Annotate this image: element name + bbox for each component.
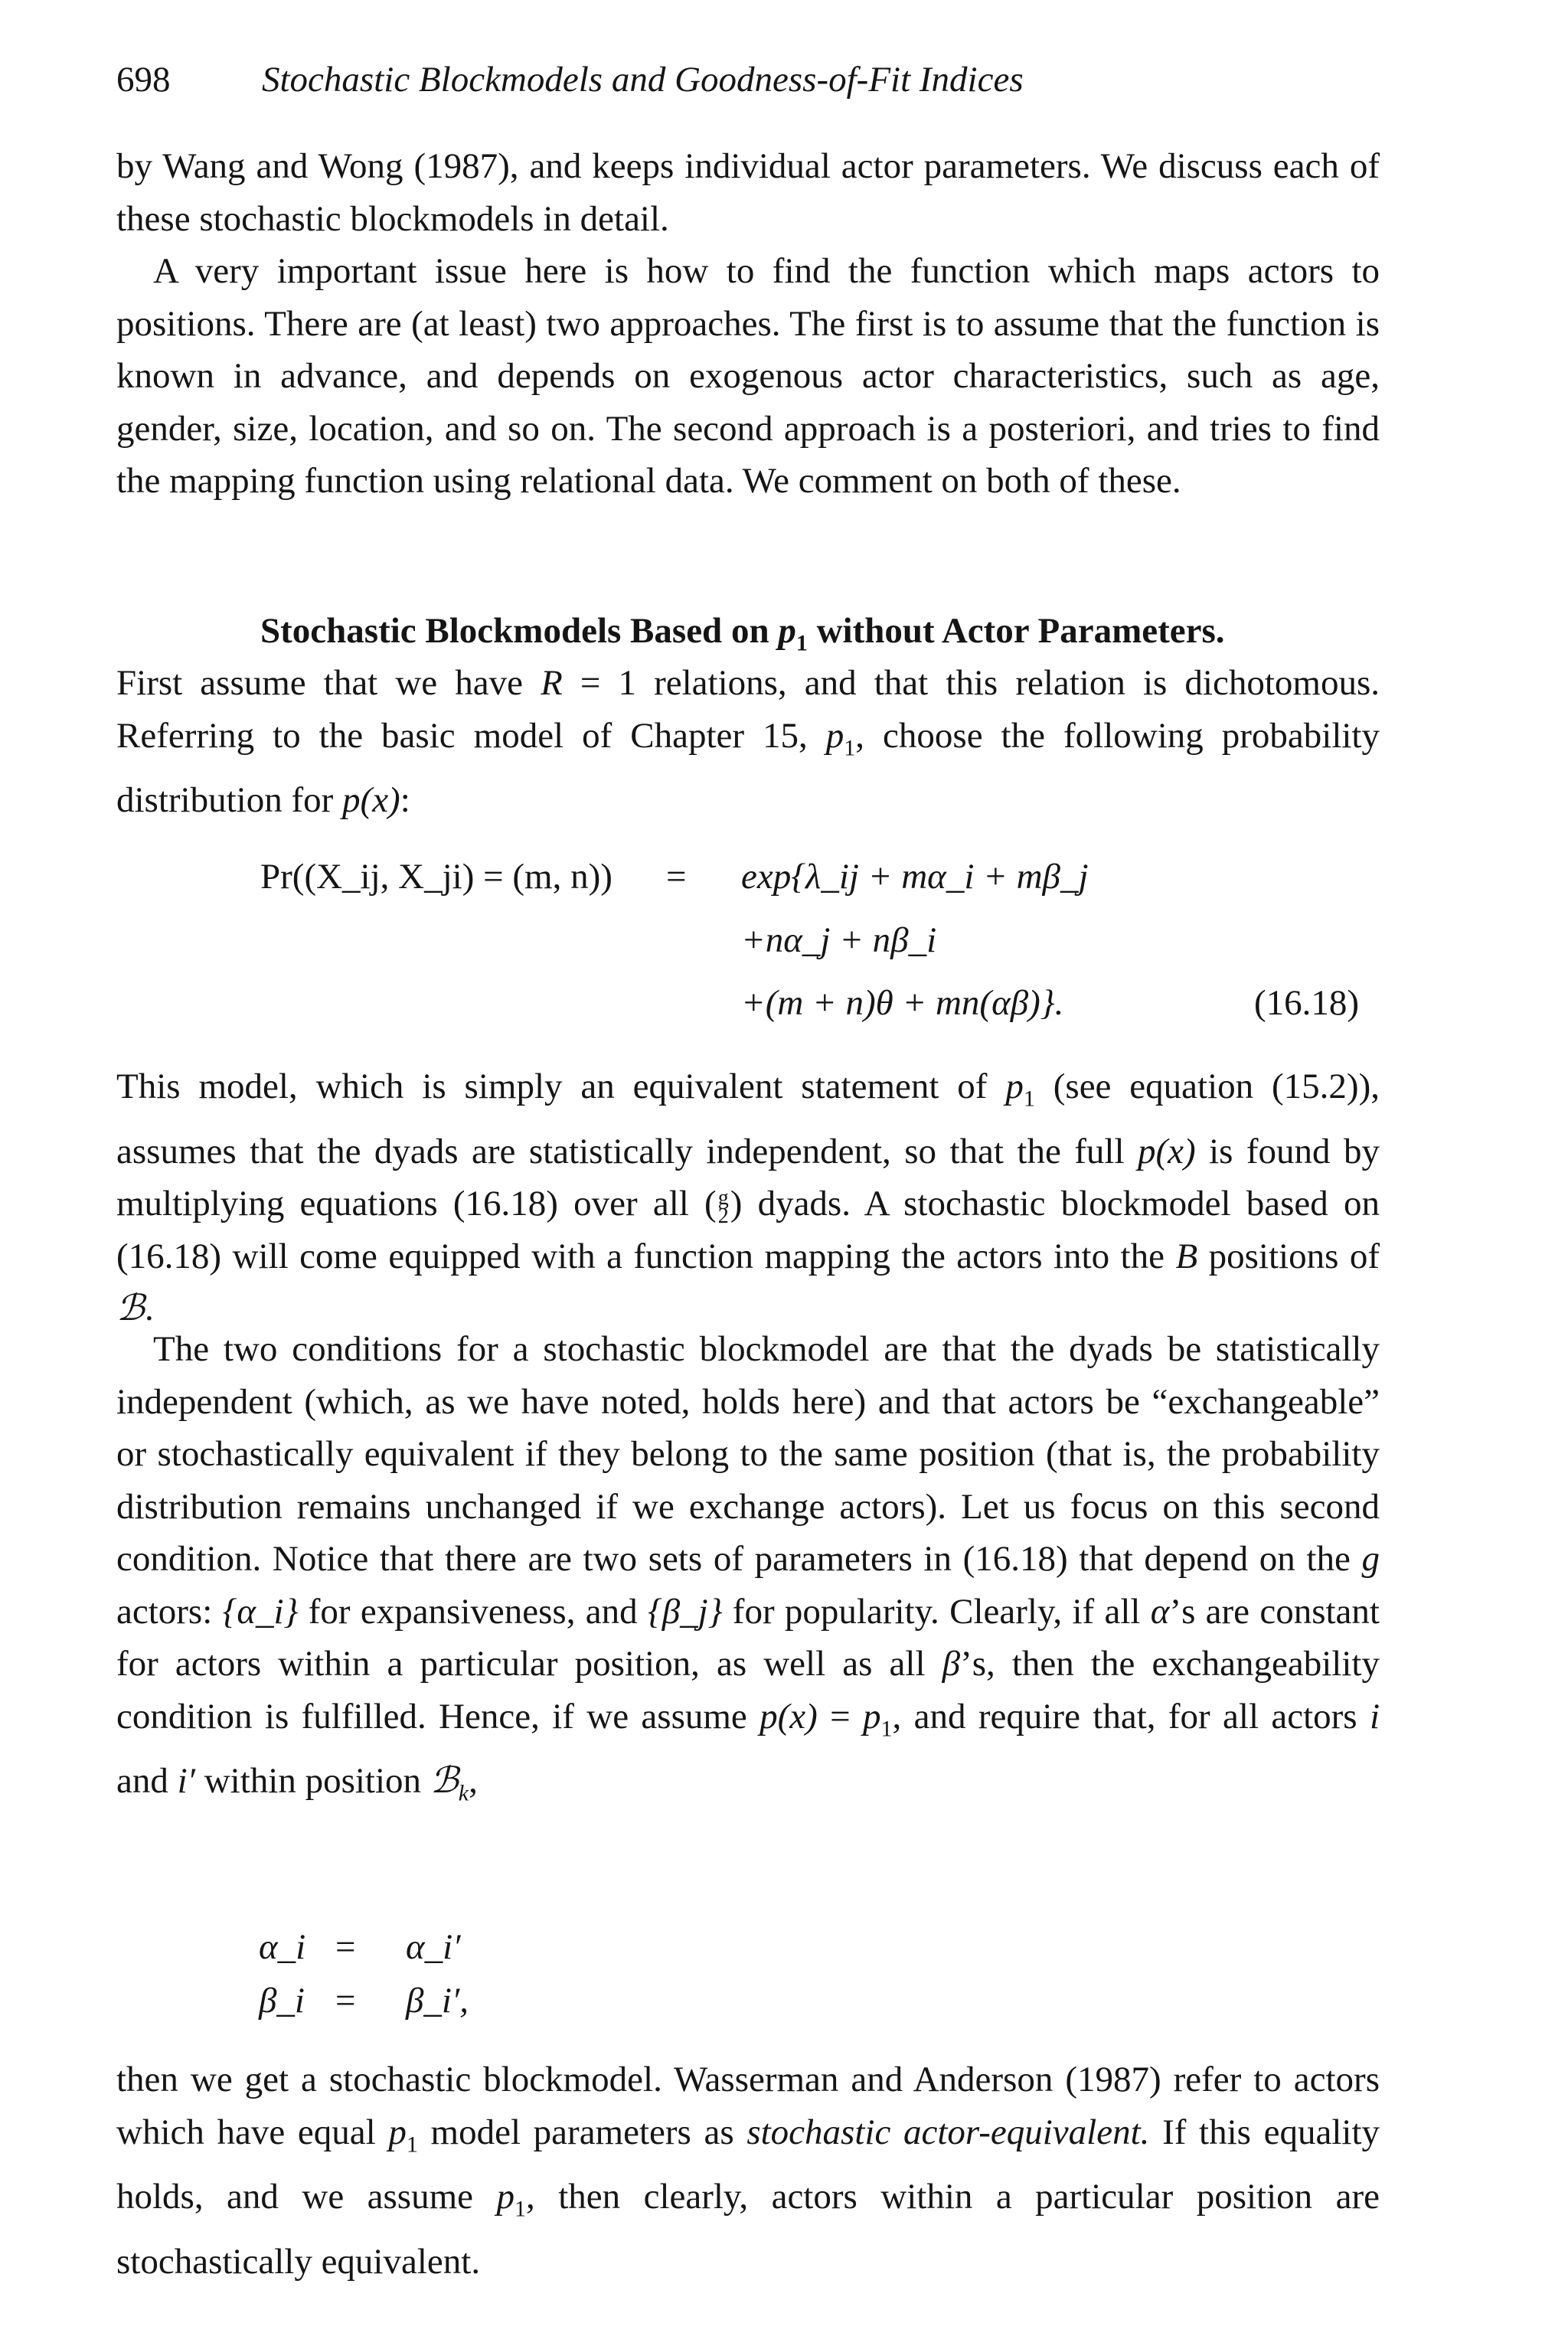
math-subscript: 1 [406,2131,418,2157]
paragraph-2: A very important issue here is how to find the function which maps actors to positions. There are (at least) two approaches. The first is to assume that the function is known in advance, and depends on exogenous actor characteristics, such as age, gender, size, location, and so on. The second approach is a posteriori, and tries to find the mapping function using relational data. We comment on both of these. [116,251,1380,501]
math-subscript: 1 [514,2196,526,2222]
text-run: within position [194,1761,430,1802]
text-run: This model, which is simply an equivalent statement of [116,1067,1006,1106]
math-symbol: p [496,2177,514,2217]
math-symbol: {β_j} [647,1591,723,1632]
math-symbol: α [1150,1591,1170,1632]
paragraph-4: This model, which is simply an equivalent statement of $p_1$ (see equation (15.2)), assumes that the dyads are statistically independent, so that the full p(x) is found by multiplying equations (16.18) over all (g 2) dyads. A stochastic blockmodel based on (16.18) will come equipped with a function mapping the actors into the B positions of ℬ. [116,1067,1380,1329]
binomial-top: g [717,1185,729,1210]
math-subscript: k [458,1780,469,1806]
text-run: actors: [116,1591,223,1632]
text-run: First assume that we have [116,663,541,703]
heading-text-start: Stochastic Blockmodels Based on [260,611,779,651]
math-symbol: ℬ [430,1761,459,1802]
text-run: for popularity. Clearly, if all [722,1591,1151,1632]
math-subscript: 1 [844,734,856,760]
text-run: (see equation (15.2)), assumes that the dyads are statistically independent, so that the full [116,1067,1380,1171]
running-header [116,57,1024,103]
text-run: = 1 relations, and that this relation is dichotomous. Referring to the basic model of Chapter 15, [116,663,1380,756]
math-symbol: p(x) [760,1696,818,1736]
text-run: is found by multiplying equations (16.18) over all [116,1131,1380,1224]
eq2-row2-lhs: β_i [259,1981,305,2021]
page-number: 698 [116,60,171,100]
binomial [717,1185,729,1228]
math-symbol: p(x) [342,780,400,821]
text-run: model parameters as [417,2112,747,2152]
text-run: . [144,1289,154,1329]
text-run: positions of [1197,1236,1380,1276]
paragraph-1: by Wang and Wong (1987), and keeps individual actor parameters. We discuss each of these stochastic blockmodels in detail. [116,146,1380,239]
text-run: then we get a stochastic blockmodel. Wasserman and Anderson (1987) refer to actors which have equal [116,2060,1380,2152]
text-run: = [817,1696,864,1736]
math-symbol: {α_i} [222,1591,299,1632]
math-symbol: g [1361,1539,1380,1579]
math-subscript: 1 [880,1715,893,1741]
text-run: , [469,1761,478,1802]
eq2-row1-lhs: α_i [259,1927,306,1967]
text-run: : [400,780,410,821]
equation-line-1: exp{λ_ij + mα_i + mβ_j [741,857,1089,897]
math-symbol: p [1005,1067,1024,1106]
heading-symbol: p [778,611,796,651]
text-run: dyads. A stochastic blockmodel based on (16.18) will come equipped with a function mapping the actors into the [116,1184,1380,1276]
text-run: ’s are constant for actors within a particular position, as well as all [116,1591,1380,1684]
paragraph-3 [116,657,1380,827]
math-symbol: i [1369,1696,1380,1736]
running-title: Stochastic Blockmodels and Goodness-of-Fit Indices [262,60,1024,100]
eq2-row2-rhs: β_i′, [406,1981,469,2021]
math-symbol: p(x) [1137,1131,1196,1171]
math-symbol: p [825,715,844,756]
text-run: , choose the following probability distribution for [116,715,1380,821]
math-symbol: β [942,1644,961,1684]
emphasis-term: stochastic actor-equivalent. [746,2112,1150,2152]
math-symbol: p [863,1696,881,1736]
text-run: , and require that, for all actors [892,1696,1370,1736]
text-run: ’s, then the exchangeability condition is fulfilled. Hence, if we assume [116,1644,1380,1736]
eq2-row1-equals: = [335,1927,356,1967]
heading-text-end: without Actor Parameters. [807,611,1225,651]
heading-subscript: 1 [795,630,808,656]
math-symbol: R [541,663,563,703]
math-symbol: i′ [177,1761,195,1802]
math-subscript: 1 [1023,1086,1035,1112]
text-run: and [116,1761,178,1802]
equation-number: (16.18) [1254,983,1360,1023]
eq2-row2-equals: = [335,1981,356,2021]
math-symbol: p [388,2112,407,2152]
binomial-bottom: 2 [717,1204,729,1228]
paragraph-6 [116,2053,1380,2289]
eq2-row1-rhs: α_i′ [406,1927,461,1967]
text-run: If this equality holds, and we assume [116,2112,1380,2217]
equation-line-3: +(m + n)θ + mn(αβ)}. [741,983,1064,1023]
text-run: for expansiveness, and [298,1591,648,1632]
paragraph-5 [116,1323,1380,1820]
text-run: , then clearly, actors within a particular position are stochastically equivalent. [116,2177,1380,2282]
equation-lhs: Pr((X_ij, X_ji) = (m, n)) [260,857,612,897]
text-run: The two conditions for a stochastic blockmodel are that the dyads be statistically independent (which, as we have noted, holds here) and that actors be “exchangeable” or stochastically equivalent if they belong to the same position (that is, the probability distribution remains unchanged if we exchange actors). Let us focus on this second condition. Notice that there are two sets of parameters in (16.18) that depend on the [116,1329,1380,1579]
math-symbol: B [1175,1236,1198,1276]
equation-equals: = [666,857,687,897]
math-symbol: ℬ [116,1289,145,1329]
equation-line-2: +nα_j + nβ_i [741,920,937,960]
